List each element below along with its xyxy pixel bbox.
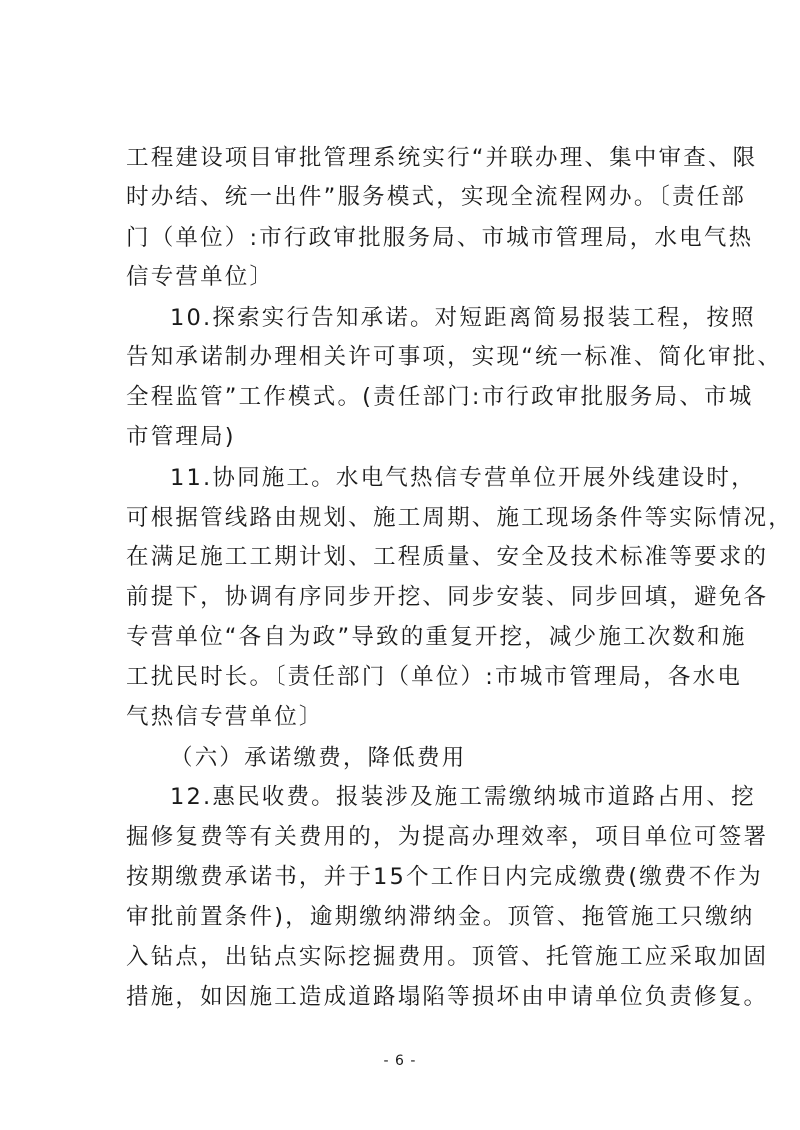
body-text-line: 前提下，协调有序同步开挖、同步安装、同步回填，避免各 [126,584,769,610]
body-text-line: 入钻点，出钻点实际挖掘费用。顶管、托管施工应采取加固 [126,944,769,970]
body-text-line: 告知承诺制办理相关许可事项，实现“统一标准、简化审批、 [126,344,783,370]
body-text-line: 工扰民时长。〔责任部门（单位）:市城市管理局，各水电 [126,664,743,690]
body-text-line: 措施，如因施工造成道路塌陷等损坏由申请单位负责修复。 [126,984,769,1010]
body-text-line: 按期缴费承诺书，并于15个工作日内完成缴费(缴费不作为 [126,864,763,890]
page-number: - 6 - [383,1053,417,1069]
body-text-line: 信专营单位〕 [126,264,275,290]
body-text-line: 门（单位）:市行政审批服务局、市城市管理局，水电气热 [126,225,754,251]
body-text-line: 专营单位“各自为政”导致的重复开挖，减少施工次数和施 [126,624,747,650]
body-text-line: 掘修复费等有关费用的，为提高办理效率，项目单位可签署 [126,824,769,850]
body-text-line: 审批前置条件)，逾期缴纳滞纳金。顶管、拖管施工只缴纳 [126,904,755,930]
body-text-line: 在满足施工工期计划、工程质量、安全及技术标准等要求的 [126,544,769,570]
section-heading: （六）承诺缴费，降低费用 [170,745,467,771]
body-text-line: 市管理局) [126,424,236,450]
paragraph-12-start: 12.惠民收费。报装涉及施工需缴纳城市道路占用、挖 [170,784,756,810]
body-text-line: 气热信专营单位〕 [126,704,324,730]
body-text-line: 全程监管”工作模式。(责任部门:市行政审批服务局、市城 [126,384,754,410]
body-text-line: 工程建设项目审批管理系统实行“并联办理、集中审查、限 [126,145,758,171]
paragraph-10-start: 10.探索实行告知承诺。对短距离简易报装工程，按照 [170,305,756,331]
body-text-line: 时办结、统一出件”服务模式，实现全流程网办。〔责任部 [126,184,747,210]
body-text-line: 可根据管线路由规划、施工周期、施工现场条件等实际情况， [126,505,793,531]
paragraph-11-start: 11.协同施工。水电气热信专营单位开展外线建设时， [170,465,756,491]
